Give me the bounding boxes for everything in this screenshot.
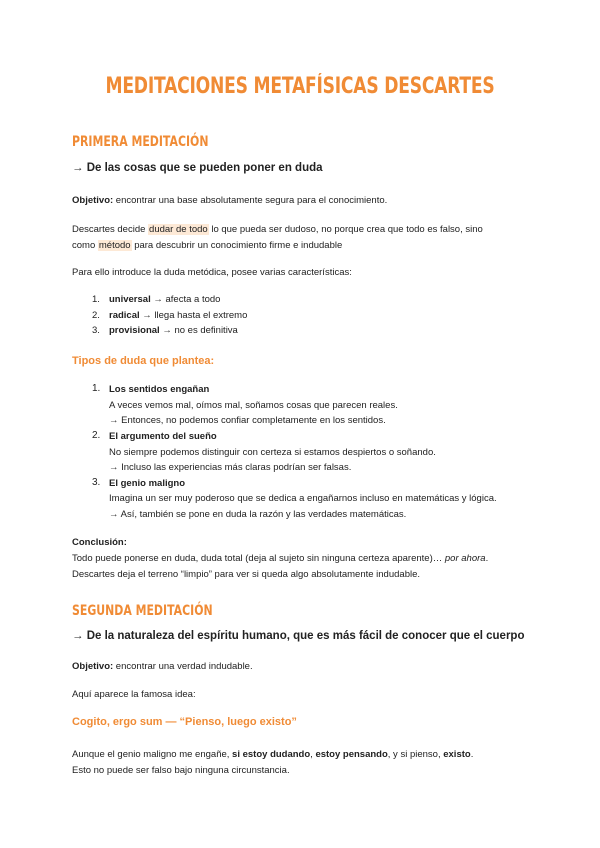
tipo-line: → Entonces, no podemos confiar completamente en los sentidos. <box>109 415 386 426</box>
list-number: 2. <box>92 310 100 321</box>
text-run: . <box>485 553 489 564</box>
tipo-line: A veces vemos mal, oímos mal, soñamos cosas que parecen reales. <box>109 400 398 411</box>
conclusion-line: Descartes deja el terreno “limpio” para ver si queda algo absolutamente indudable. <box>72 569 421 580</box>
bold-run: si estoy dudando <box>232 749 311 760</box>
section-heading-segunda: SEGUNDA MEDITACIÓN <box>72 603 213 619</box>
list-term: radical <box>109 310 140 321</box>
tipo-number: 3. <box>92 477 101 488</box>
tipo-number: 2. <box>92 430 101 441</box>
objetivo-paragraph-segunda <box>72 659 253 675</box>
text-run: Descartes decide <box>72 224 149 235</box>
text-run: para descubrir un conocimiento firme e indudable <box>131 239 343 251</box>
text-run: . <box>470 749 474 760</box>
tipo-title: El genio maligno <box>109 478 186 489</box>
cogito-heading: Cogito, ergo sum — “Pienso, luego existo” <box>72 716 297 728</box>
conclusion-label-text: Conclusión: <box>72 537 127 548</box>
section-heading-primera: PRIMERA MEDITACIÓN <box>72 134 209 150</box>
text-run: lo que pueda ser dudoso, no porque crea que todo es falso, sino <box>208 224 483 235</box>
objetivo-paragraph-primera <box>72 193 387 209</box>
list-number: 3. <box>92 325 100 336</box>
paragraph-genio <box>72 747 473 763</box>
bold-run: estoy pensando <box>315 749 388 760</box>
highlight-metodo: método <box>98 239 131 251</box>
list-text: → llega hasta el extremo <box>139 310 248 321</box>
list-item <box>92 325 238 336</box>
tipo-title: Los sentidos engañan <box>109 384 210 395</box>
document-title: MEDITACIONES METAFÍSICAS DESCARTES <box>105 74 495 99</box>
tipo-line: Imagina un ser muy poderoso que se dedica a engañarnos incluso en matemáticas y lógica. <box>109 493 497 504</box>
paragraph-duda <box>72 222 483 253</box>
section-subtitle-primera: → De las cosas que se pueden poner en duda <box>72 162 323 174</box>
highlight-dudar: dudar de todo <box>149 224 208 235</box>
paragraph-no-falso: Esto no puede ser falso bajo ninguna circunstancia. <box>72 765 290 776</box>
list-number: 1. <box>92 294 100 305</box>
text-run: como <box>72 239 98 251</box>
list-item <box>92 310 247 321</box>
objetivo-label: Objetivo: <box>72 195 114 206</box>
tipo-title: El argumento del sueño <box>109 431 217 442</box>
emphasis: por ahora <box>444 553 486 564</box>
text-run: , y si pienso, <box>387 749 444 760</box>
bold-run: existo <box>443 749 471 760</box>
section-subtitle-segunda: → De la naturaleza del espíritu humano, que es más fácil de conocer que el cuerpo <box>72 630 525 642</box>
list-text: → no es definitiva <box>159 325 238 336</box>
tipo-line: → Incluso las experiencias más claras podrían ser falsas. <box>109 462 352 473</box>
conclusion-label <box>72 535 127 551</box>
tipo-line: → Así, también se pone en duda la razón y las verdades matemáticas. <box>109 509 407 520</box>
objetivo-text: encontrar una base absolutamente segura para el conocimiento. <box>113 195 388 206</box>
text-run: Aunque el genio maligno me engañe, <box>72 749 233 760</box>
text-run: , <box>310 749 316 760</box>
list-item <box>92 294 220 305</box>
list-text: → afecta a todo <box>150 294 221 305</box>
conclusion-line <box>72 551 488 567</box>
objetivo-label: Objetivo: <box>72 661 114 672</box>
objetivo-text: encontrar una verdad indudable. <box>113 661 253 672</box>
paragraph-caracteristicas: Para ello introduce la duda metódica, posee varias características: <box>72 267 352 278</box>
list-term: provisional <box>109 325 160 336</box>
paragraph-famosa-idea: Aquí aparece la famosa idea: <box>72 689 196 700</box>
tipos-heading: Tipos de duda que plantea: <box>72 355 215 367</box>
text-run: Todo puede ponerse en duda, duda total (deja al sujeto sin ninguna certeza aparente)… <box>72 553 443 564</box>
tipo-number: 1. <box>92 383 101 394</box>
tipo-line: No siempre podemos distinguir con certeza si estamos despiertos o soñando. <box>109 447 436 458</box>
list-term: universal <box>109 294 151 305</box>
